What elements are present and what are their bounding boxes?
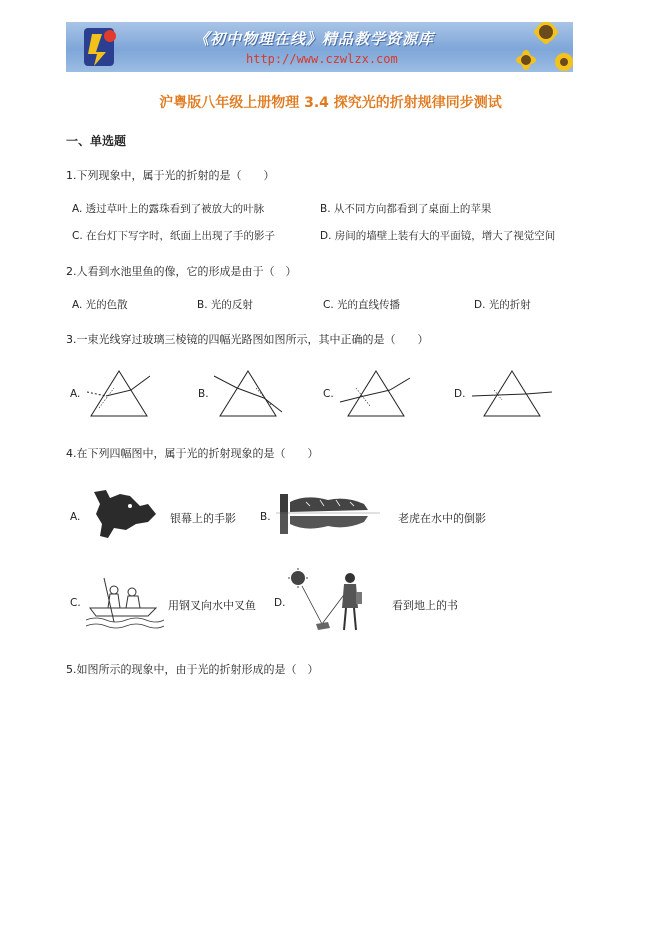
question-3-label-d[interactable]: D. xyxy=(454,388,466,400)
question-3-stem: 3.一束光线穿过玻璃三棱镜的四幅光路图如图所示，其中正确的是（ ） xyxy=(66,333,429,346)
question-1-option-b[interactable]: B. 从不同方向都看到了桌面上的苹果 xyxy=(320,203,492,215)
question-5-stem: 5.如图所示的现象中，由于光的折射形成的是（ ） xyxy=(66,663,319,676)
question-2-option-c[interactable]: C. 光的直线传播 xyxy=(323,299,401,311)
question-4-label-b[interactable]: B. xyxy=(260,511,271,523)
question-4-caption-b: 老虎在水中的倒影 xyxy=(398,512,486,525)
question-1-option-c[interactable]: C. 在台灯下写字时，纸面上出现了手的影子 xyxy=(72,230,276,242)
question-3-label-c[interactable]: C. xyxy=(323,388,334,400)
question-4-label-a[interactable]: A. xyxy=(70,511,81,523)
prism-diagram-c xyxy=(336,368,414,420)
question-1-option-d[interactable]: D. 房间的墙壁上装有大的平面镜，增大了视觉空间 xyxy=(320,230,556,242)
prism-diagram-d xyxy=(468,368,554,420)
banner-title: 《初中物理在线》精品教学资源库 xyxy=(194,30,435,48)
question-4-caption-a: 银幕上的手影 xyxy=(170,512,236,525)
question-4-label-d[interactable]: D. xyxy=(274,597,286,609)
question-2-stem: 2.人看到水池里鱼的像，它的形成是由于（ ） xyxy=(66,265,297,278)
spear-fishing-image xyxy=(84,574,164,630)
question-2-option-a[interactable]: A. 光的色散 xyxy=(72,299,128,311)
section-title: 一、单选题 xyxy=(66,134,127,148)
question-3-label-a[interactable]: A. xyxy=(70,388,81,400)
question-4-caption-d: 看到地上的书 xyxy=(392,599,458,612)
banner-url[interactable]: http://www.czwlzx.com xyxy=(246,52,398,66)
prism-diagram-b xyxy=(210,368,288,420)
tiger-reflection-image xyxy=(276,488,380,538)
prism-diagram-a xyxy=(84,368,154,420)
question-4-stem: 4.在下列四幅图中，属于光的折射现象的是（ ） xyxy=(66,447,319,460)
question-3-label-b[interactable]: B. xyxy=(198,388,209,400)
question-4-label-c[interactable]: C. xyxy=(70,597,81,609)
document-title: 沪粤版八年级上册物理 3.4 探究光的折射规律同步测试 xyxy=(159,95,502,111)
question-1-option-a[interactable]: A. 透过草叶上的露珠看到了被放大的叶脉 xyxy=(72,203,265,215)
book-on-ground-image xyxy=(286,568,376,636)
question-1-stem: 1.下列现象中，属于光的折射的是（ ） xyxy=(66,169,275,182)
question-2-option-d[interactable]: D. 光的折射 xyxy=(474,299,531,311)
header-banner xyxy=(66,22,573,72)
hand-shadow-image xyxy=(86,484,164,544)
question-2-option-b[interactable]: B. 光的反射 xyxy=(197,299,253,311)
question-4-caption-c: 用钢叉向水中叉鱼 xyxy=(168,599,256,612)
sunflower-icon xyxy=(506,22,573,72)
